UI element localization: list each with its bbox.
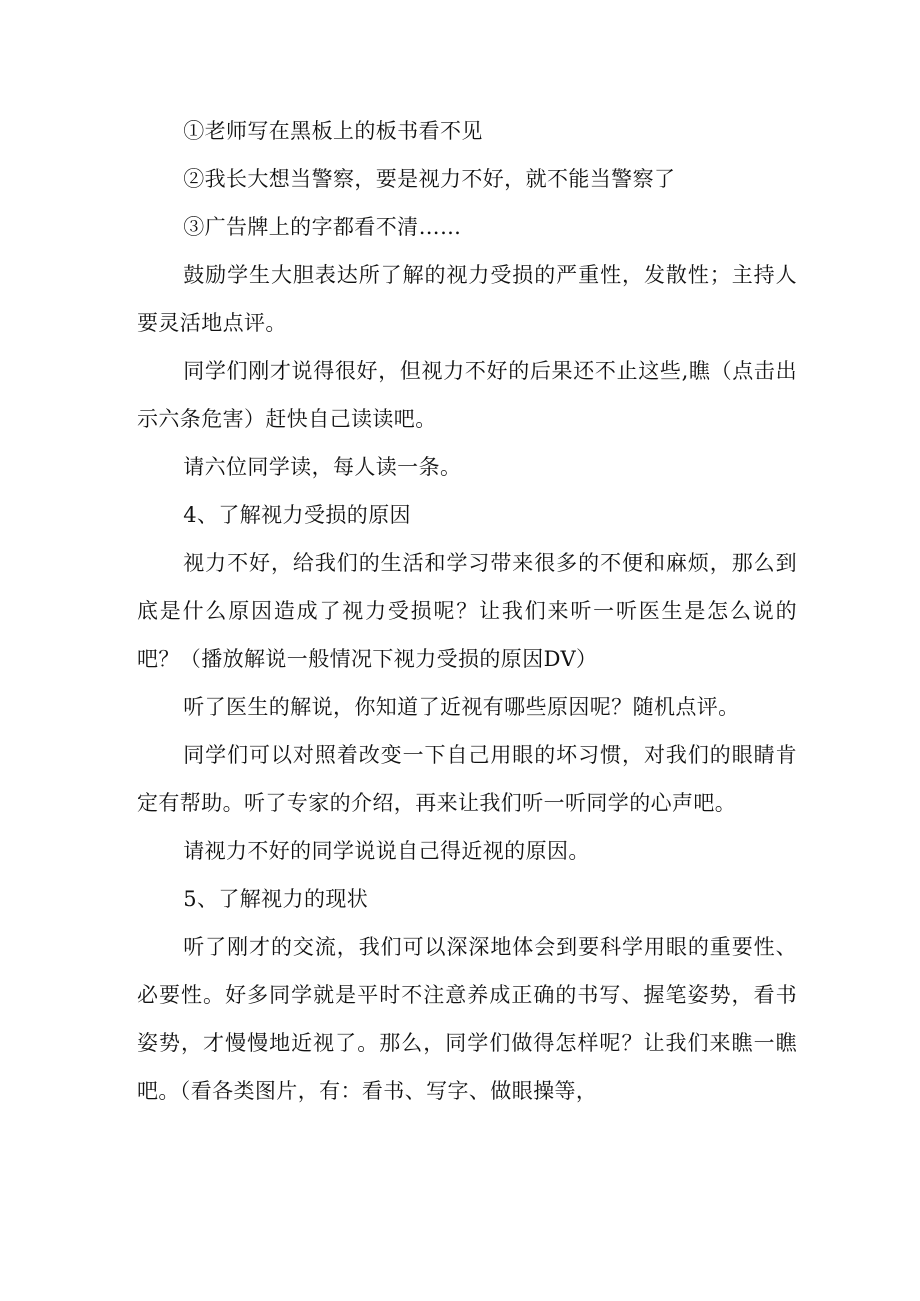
section-heading-4: 4、了解视力受损的原因 bbox=[183, 503, 411, 527]
paragraph-3: ③广告牌上的字都看不清…… bbox=[183, 215, 462, 239]
paragraph-5: 同学们刚才说得很好，但视力不好的后果还不止这些,瞧（点击出示六条危害）赶快自己读读吧。 bbox=[137, 359, 797, 431]
paragraph-4: 鼓励学生大胆表达所了解的视力受损的严重性，发散性；主持人要灵活地点评。 bbox=[137, 263, 797, 335]
paragraph-1: ①老师写在黑板上的板书看不见 bbox=[183, 119, 483, 143]
paragraph-10: 请视力不好的同学说说自己得近视的原因。 bbox=[183, 839, 590, 863]
paragraph-8: 听了医生的解说，你知道了近视有哪些原因呢？随机点评。 bbox=[183, 695, 740, 719]
document-body bbox=[137, 107, 797, 1115]
section-heading-5: 5、了解视力的现状 bbox=[183, 887, 369, 911]
paragraph-7: 视力不好，给我们的生活和学习带来很多的不便和麻烦，那么到底是什么原因造成了视力受损呢？让我们来听一听医生是怎么说的吧？（播放解说一般情况下视力受损的原因DV） bbox=[137, 551, 797, 671]
paragraph-11: 听了刚才的交流，我们可以深深地体会到要科学用眼的重要性、必要性。好多同学就是平时不注意养成正确的书写、握笔姿势，看书姿势，才慢慢地近视了。那么，同学们做得怎样呢？让我们来瞧一瞧吧。（看各类图片，有：看书、写字、做眼操等， bbox=[137, 935, 797, 1103]
paragraph-2: ②我长大想当警察，要是视力不好，就不能当警察了 bbox=[183, 167, 676, 191]
paragraph-9: 同学们可以对照着改变一下自己用眼的坏习惯，对我们的眼睛肯定有帮助。听了专家的介绍，再来让我们听一听同学的心声吧。 bbox=[137, 743, 797, 815]
paragraph-6: 请六位同学读，每人读一条。 bbox=[183, 455, 462, 479]
